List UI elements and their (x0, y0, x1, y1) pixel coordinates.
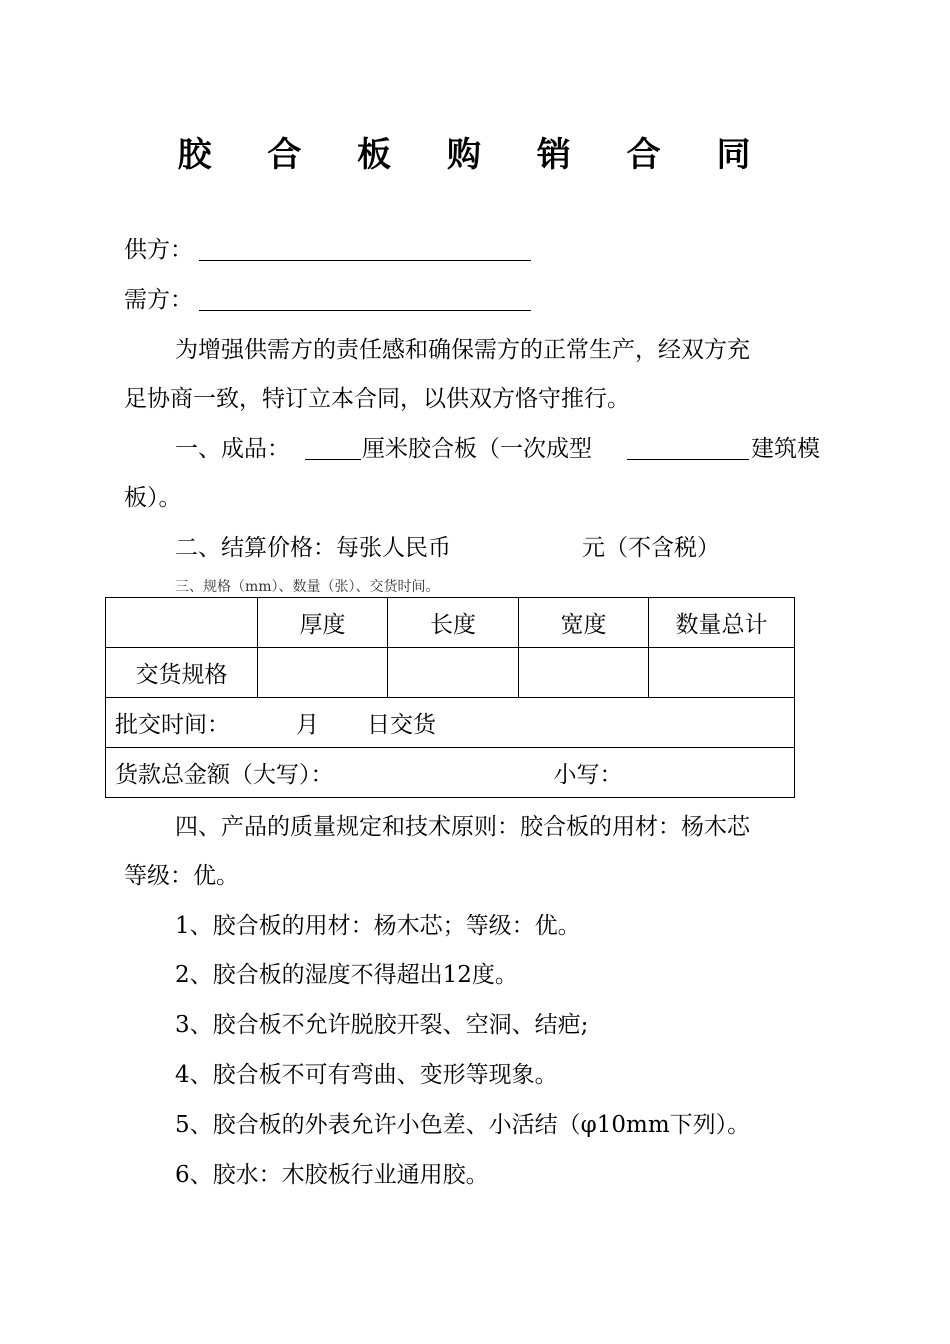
amount-label: 货款总金额（大写）： (115, 762, 334, 788)
section1-suffix: 建筑模 (751, 436, 820, 462)
section1-line-2: 板）。 (124, 485, 182, 511)
buyer-blank[interactable] (199, 310, 531, 311)
section2-prefix: 二、结算价格：每张人民币 (175, 535, 451, 561)
table-header-row (106, 598, 795, 648)
section1-prefix: 一、成品： (175, 436, 290, 462)
batch-month: 月 (296, 712, 319, 738)
cell-length[interactable] (388, 648, 519, 698)
section4-item-4: 4、胶合板不可有弯曲、变形等现象。 (175, 1062, 558, 1088)
section4-line-2: 等级：优。 (124, 863, 239, 889)
section4-item-2: 2、胶合板的湿度不得超出12度。 (175, 962, 518, 988)
section1-size-blank[interactable] (305, 459, 361, 460)
row-label-delivery-spec: 交货规格 (106, 648, 258, 698)
table-row-amount (106, 748, 795, 798)
header-width: 宽度 (519, 598, 649, 648)
header-thickness: 厚度 (258, 598, 388, 648)
cell-width[interactable] (519, 648, 649, 698)
supplier-label: 供方： (124, 237, 193, 263)
header-cell-empty (106, 598, 258, 648)
spec-table (105, 597, 795, 798)
table-row-batch-time (106, 698, 795, 748)
buyer-label: 需方： (124, 287, 193, 313)
cell-thickness[interactable] (258, 648, 388, 698)
section4-item-3: 3、胶合板不允许脱胶开裂、空洞、结疤; (175, 1012, 589, 1038)
header-length: 长度 (388, 598, 519, 648)
intro-line-1: 为增强供需方的责任感和确保需方的正常生产，经双方充 (175, 337, 750, 363)
section4-item-1: 1、胶合板的用材：杨木芯；等级：优。 (175, 913, 581, 939)
section4-item-5: 5、胶合板的外表允许小色差、小活结（φ10mm下列）。 (175, 1112, 751, 1138)
cell-total-quantity[interactable] (649, 648, 795, 698)
section4-item-6: 6、胶水：木胶板行业通用胶。 (175, 1162, 489, 1188)
batch-day: 日交货 (367, 712, 436, 738)
section1-type-blank[interactable] (627, 459, 749, 460)
section2-suffix: 元（不含税） (582, 535, 720, 561)
intro-line-2: 足协商一致，特订立本合同，以供双方恪守推行。 (124, 386, 630, 412)
document-title: 胶 合 板 购 销 合 同 (177, 135, 773, 175)
batch-time-label: 批交时间： (115, 712, 230, 738)
batch-time-cell[interactable] (106, 698, 795, 748)
amount-small-label: 小写： (553, 762, 623, 788)
section1-middle: 厘米胶合板（一次成型 (362, 436, 592, 462)
supplier-blank[interactable] (199, 260, 531, 261)
section3-caption: 三、规格（mm）、数量（张）、交货时间。 (175, 579, 440, 595)
header-total-quantity: 数量总计 (649, 598, 795, 648)
section4-line-1: 四、产品的质量规定和技术原则：胶合板的用材：杨木芯 (175, 814, 750, 840)
table-row-delivery-spec (106, 648, 795, 698)
amount-cell[interactable] (106, 748, 795, 798)
